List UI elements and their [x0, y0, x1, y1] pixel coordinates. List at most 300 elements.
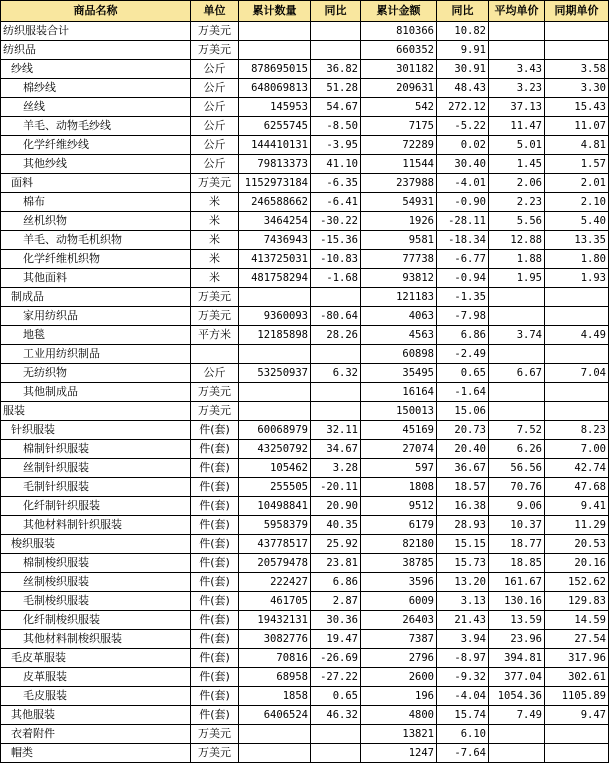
- cell-unit: 万美元: [191, 22, 239, 41]
- table-body: [1, 22, 609, 763]
- cell-quantity-yoy: 25.92: [311, 535, 361, 554]
- cell-cumulative-amount: 26403: [361, 611, 437, 630]
- cell-quantity-yoy: -6.41: [311, 193, 361, 212]
- cell-cumulative-quantity: 43250792: [239, 440, 311, 459]
- cell-prior-period-unit-price: 302.61: [545, 668, 609, 687]
- cell-average-unit-price: 6.67: [489, 364, 545, 383]
- cell-product-name: 家用纺织品: [1, 307, 191, 326]
- cell-amount-yoy: -0.94: [437, 269, 489, 288]
- cell-unit: 件(套): [191, 630, 239, 649]
- cell-average-unit-price: 11.47: [489, 117, 545, 136]
- cell-average-unit-price: 9.06: [489, 497, 545, 516]
- cell-unit: 公斤: [191, 79, 239, 98]
- table-row: [1, 41, 609, 60]
- cell-unit: 件(套): [191, 478, 239, 497]
- cell-quantity-yoy: 54.67: [311, 98, 361, 117]
- cell-amount-yoy: 30.91: [437, 60, 489, 79]
- cell-cumulative-quantity: [239, 345, 311, 364]
- cell-cumulative-quantity: 145953: [239, 98, 311, 117]
- cell-average-unit-price: 7.49: [489, 706, 545, 725]
- cell-prior-period-unit-price: 4.81: [545, 136, 609, 155]
- cell-cumulative-quantity: 1152973184: [239, 174, 311, 193]
- cell-amount-yoy: -6.77: [437, 250, 489, 269]
- cell-amount-yoy: 6.10: [437, 725, 489, 744]
- cell-cumulative-amount: 11544: [361, 155, 437, 174]
- cell-amount-yoy: 20.73: [437, 421, 489, 440]
- cell-cumulative-amount: 9581: [361, 231, 437, 250]
- cell-unit: 件(套): [191, 649, 239, 668]
- cell-average-unit-price: [489, 345, 545, 364]
- table-row: [1, 269, 609, 288]
- cell-quantity-yoy: 40.35: [311, 516, 361, 535]
- header-unit: 单位: [191, 1, 239, 22]
- cell-average-unit-price: 2.23: [489, 193, 545, 212]
- cell-cumulative-quantity: 3464254: [239, 212, 311, 231]
- cell-average-unit-price: [489, 41, 545, 60]
- cell-unit: 件(套): [191, 497, 239, 516]
- cell-amount-yoy: 16.38: [437, 497, 489, 516]
- cell-amount-yoy: -0.90: [437, 193, 489, 212]
- table-row: [1, 497, 609, 516]
- cell-product-name: 服装: [1, 402, 191, 421]
- cell-cumulative-amount: 35495: [361, 364, 437, 383]
- cell-unit: 件(套): [191, 687, 239, 706]
- table-row: [1, 440, 609, 459]
- cell-amount-yoy: 15.06: [437, 402, 489, 421]
- cell-cumulative-amount: 4063: [361, 307, 437, 326]
- cell-amount-yoy: 15.74: [437, 706, 489, 725]
- cell-average-unit-price: 7.52: [489, 421, 545, 440]
- table-row: [1, 592, 609, 611]
- cell-prior-period-unit-price: [545, 725, 609, 744]
- cell-amount-yoy: 21.43: [437, 611, 489, 630]
- table-row: [1, 60, 609, 79]
- cell-average-unit-price: [489, 383, 545, 402]
- cell-prior-period-unit-price: 152.62: [545, 573, 609, 592]
- cell-product-name: 化学纤维机织物: [1, 250, 191, 269]
- cell-cumulative-amount: 660352: [361, 41, 437, 60]
- cell-quantity-yoy: -26.69: [311, 649, 361, 668]
- cell-cumulative-amount: 209631: [361, 79, 437, 98]
- cell-quantity-yoy: -27.22: [311, 668, 361, 687]
- cell-cumulative-amount: 7175: [361, 117, 437, 136]
- cell-cumulative-amount: 301182: [361, 60, 437, 79]
- cell-cumulative-quantity: [239, 725, 311, 744]
- cell-amount-yoy: 272.12: [437, 98, 489, 117]
- cell-cumulative-quantity: 43778517: [239, 535, 311, 554]
- cell-cumulative-amount: 45169: [361, 421, 437, 440]
- cell-prior-period-unit-price: [545, 41, 609, 60]
- cell-average-unit-price: 3.23: [489, 79, 545, 98]
- cell-quantity-yoy: 46.32: [311, 706, 361, 725]
- cell-cumulative-quantity: 255505: [239, 478, 311, 497]
- cell-unit: 件(套): [191, 535, 239, 554]
- cell-amount-yoy: -1.64: [437, 383, 489, 402]
- cell-average-unit-price: [489, 725, 545, 744]
- cell-unit: 公斤: [191, 155, 239, 174]
- cell-quantity-yoy: 6.86: [311, 573, 361, 592]
- cell-prior-period-unit-price: 20.53: [545, 535, 609, 554]
- cell-cumulative-amount: 237988: [361, 174, 437, 193]
- cell-unit: 万美元: [191, 174, 239, 193]
- cell-quantity-yoy: 19.47: [311, 630, 361, 649]
- cell-average-unit-price: 3.43: [489, 60, 545, 79]
- cell-cumulative-amount: 60898: [361, 345, 437, 364]
- cell-amount-yoy: 13.20: [437, 573, 489, 592]
- cell-prior-period-unit-price: [545, 744, 609, 763]
- cell-cumulative-quantity: 20579478: [239, 554, 311, 573]
- cell-unit: 件(套): [191, 459, 239, 478]
- cell-unit: 米: [191, 269, 239, 288]
- table-row: [1, 516, 609, 535]
- cell-cumulative-amount: 54931: [361, 193, 437, 212]
- cell-average-unit-price: [489, 288, 545, 307]
- table-row: [1, 649, 609, 668]
- cell-quantity-yoy: 2.87: [311, 592, 361, 611]
- cell-prior-period-unit-price: 129.83: [545, 592, 609, 611]
- cell-unit: 件(套): [191, 611, 239, 630]
- cell-quantity-yoy: 20.90: [311, 497, 361, 516]
- cell-product-name: 毛皮革服装: [1, 649, 191, 668]
- cell-average-unit-price: 3.74: [489, 326, 545, 345]
- cell-prior-period-unit-price: 4.49: [545, 326, 609, 345]
- cell-prior-period-unit-price: 1.57: [545, 155, 609, 174]
- cell-unit: 平方米: [191, 326, 239, 345]
- cell-cumulative-amount: 6179: [361, 516, 437, 535]
- cell-quantity-yoy: 41.10: [311, 155, 361, 174]
- table-row: [1, 117, 609, 136]
- cell-cumulative-quantity: 878695015: [239, 60, 311, 79]
- cell-average-unit-price: 13.59: [489, 611, 545, 630]
- cell-amount-yoy: 28.93: [437, 516, 489, 535]
- cell-prior-period-unit-price: [545, 383, 609, 402]
- table-row: [1, 611, 609, 630]
- cell-cumulative-quantity: 70816: [239, 649, 311, 668]
- cell-product-name: 其他面料: [1, 269, 191, 288]
- cell-prior-period-unit-price: 2.01: [545, 174, 609, 193]
- cell-cumulative-quantity: [239, 383, 311, 402]
- cell-quantity-yoy: [311, 41, 361, 60]
- cell-prior-period-unit-price: 317.96: [545, 649, 609, 668]
- cell-product-name: 纺织品: [1, 41, 191, 60]
- cell-average-unit-price: 1.45: [489, 155, 545, 174]
- cell-unit: 件(套): [191, 668, 239, 687]
- cell-cumulative-quantity: 3082776: [239, 630, 311, 649]
- cell-product-name: 棉制梭织服装: [1, 554, 191, 573]
- cell-average-unit-price: [489, 402, 545, 421]
- table-row: [1, 345, 609, 364]
- table-row: [1, 421, 609, 440]
- cell-amount-yoy: 9.91: [437, 41, 489, 60]
- table-row: [1, 402, 609, 421]
- cell-unit: 万美元: [191, 725, 239, 744]
- cell-quantity-yoy: [311, 383, 361, 402]
- cell-cumulative-quantity: 481758294: [239, 269, 311, 288]
- cell-cumulative-quantity: [239, 22, 311, 41]
- cell-average-unit-price: 394.81: [489, 649, 545, 668]
- cell-quantity-yoy: 51.28: [311, 79, 361, 98]
- cell-prior-period-unit-price: [545, 307, 609, 326]
- cell-quantity-yoy: [311, 22, 361, 41]
- cell-unit: 公斤: [191, 117, 239, 136]
- cell-product-name: 丝制梭织服装: [1, 573, 191, 592]
- cell-unit: 公斤: [191, 364, 239, 383]
- cell-quantity-yoy: [311, 402, 361, 421]
- cell-average-unit-price: 12.88: [489, 231, 545, 250]
- cell-quantity-yoy: 34.67: [311, 440, 361, 459]
- cell-amount-yoy: 36.67: [437, 459, 489, 478]
- cell-product-name: 羊毛、动物毛纱线: [1, 117, 191, 136]
- cell-prior-period-unit-price: 11.29: [545, 516, 609, 535]
- table-row: [1, 744, 609, 763]
- cell-cumulative-quantity: 12185898: [239, 326, 311, 345]
- cell-cumulative-quantity: 105462: [239, 459, 311, 478]
- cell-product-name: 纺织服装合计: [1, 22, 191, 41]
- cell-quantity-yoy: 3.28: [311, 459, 361, 478]
- header-cumulative-quantity: 累计数量: [239, 1, 311, 22]
- cell-amount-yoy: -1.35: [437, 288, 489, 307]
- cell-product-name: 纱线: [1, 60, 191, 79]
- cell-cumulative-amount: 6009: [361, 592, 437, 611]
- cell-prior-period-unit-price: 42.74: [545, 459, 609, 478]
- cell-amount-yoy: 15.73: [437, 554, 489, 573]
- cell-unit: 件(套): [191, 421, 239, 440]
- cell-cumulative-amount: 38785: [361, 554, 437, 573]
- cell-average-unit-price: 5.01: [489, 136, 545, 155]
- cell-amount-yoy: -7.64: [437, 744, 489, 763]
- cell-cumulative-amount: 597: [361, 459, 437, 478]
- cell-cumulative-amount: 3596: [361, 573, 437, 592]
- cell-product-name: 羊毛、动物毛机织物: [1, 231, 191, 250]
- cell-quantity-yoy: -80.64: [311, 307, 361, 326]
- cell-unit: 米: [191, 231, 239, 250]
- cell-cumulative-amount: 810366: [361, 22, 437, 41]
- cell-product-name: 毛制针织服装: [1, 478, 191, 497]
- cell-cumulative-amount: 4800: [361, 706, 437, 725]
- table-row: [1, 687, 609, 706]
- cell-cumulative-quantity: [239, 288, 311, 307]
- cell-prior-period-unit-price: 7.00: [545, 440, 609, 459]
- table-row: [1, 22, 609, 41]
- table-row: [1, 307, 609, 326]
- cell-unit: 米: [191, 212, 239, 231]
- cell-cumulative-quantity: [239, 41, 311, 60]
- table-row: [1, 155, 609, 174]
- table-row: [1, 478, 609, 497]
- table-row: [1, 288, 609, 307]
- cell-prior-period-unit-price: 20.16: [545, 554, 609, 573]
- cell-average-unit-price: 161.67: [489, 573, 545, 592]
- table-row: [1, 174, 609, 193]
- cell-product-name: 毛制梭织服装: [1, 592, 191, 611]
- cell-quantity-yoy: -20.11: [311, 478, 361, 497]
- cell-amount-yoy: 6.86: [437, 326, 489, 345]
- cell-cumulative-quantity: 222427: [239, 573, 311, 592]
- cell-prior-period-unit-price: [545, 402, 609, 421]
- cell-cumulative-amount: 2796: [361, 649, 437, 668]
- cell-average-unit-price: 37.13: [489, 98, 545, 117]
- cell-average-unit-price: [489, 307, 545, 326]
- table-row: [1, 79, 609, 98]
- cell-amount-yoy: 18.57: [437, 478, 489, 497]
- cell-product-name: 化纤制针织服装: [1, 497, 191, 516]
- cell-unit: 件(套): [191, 440, 239, 459]
- cell-unit: 件(套): [191, 554, 239, 573]
- cell-prior-period-unit-price: 47.68: [545, 478, 609, 497]
- cell-cumulative-quantity: 6406524: [239, 706, 311, 725]
- cell-cumulative-quantity: 68958: [239, 668, 311, 687]
- header-cumulative-amount: 累计金额: [361, 1, 437, 22]
- cell-average-unit-price: 23.96: [489, 630, 545, 649]
- cell-cumulative-amount: 16164: [361, 383, 437, 402]
- header-row: [1, 1, 609, 22]
- cell-product-name: 针织服装: [1, 421, 191, 440]
- cell-average-unit-price: 1.88: [489, 250, 545, 269]
- cell-average-unit-price: 1.95: [489, 269, 545, 288]
- cell-quantity-yoy: [311, 744, 361, 763]
- cell-quantity-yoy: 36.82: [311, 60, 361, 79]
- cell-product-name: 棉制针织服装: [1, 440, 191, 459]
- cell-product-name: 棉纱线: [1, 79, 191, 98]
- cell-amount-yoy: 3.94: [437, 630, 489, 649]
- cell-quantity-yoy: -6.35: [311, 174, 361, 193]
- cell-cumulative-quantity: 246588662: [239, 193, 311, 212]
- cell-cumulative-amount: 2600: [361, 668, 437, 687]
- cell-cumulative-amount: 13821: [361, 725, 437, 744]
- cell-quantity-yoy: 32.11: [311, 421, 361, 440]
- cell-amount-yoy: 15.15: [437, 535, 489, 554]
- cell-average-unit-price: 6.26: [489, 440, 545, 459]
- table-row: [1, 725, 609, 744]
- cell-cumulative-amount: 72289: [361, 136, 437, 155]
- cell-prior-period-unit-price: 3.58: [545, 60, 609, 79]
- cell-prior-period-unit-price: 27.54: [545, 630, 609, 649]
- header-prior-period-unit-price: 同期单价: [545, 1, 609, 22]
- cell-prior-period-unit-price: [545, 22, 609, 41]
- cell-average-unit-price: 70.76: [489, 478, 545, 497]
- cell-quantity-yoy: -3.95: [311, 136, 361, 155]
- cell-prior-period-unit-price: 9.47: [545, 706, 609, 725]
- cell-cumulative-quantity: 144410131: [239, 136, 311, 155]
- cell-average-unit-price: [489, 744, 545, 763]
- cell-unit: 件(套): [191, 592, 239, 611]
- cell-average-unit-price: 18.85: [489, 554, 545, 573]
- cell-amount-yoy: 30.40: [437, 155, 489, 174]
- cell-cumulative-amount: 77738: [361, 250, 437, 269]
- cell-quantity-yoy: 23.81: [311, 554, 361, 573]
- cell-amount-yoy: 10.82: [437, 22, 489, 41]
- cell-prior-period-unit-price: 3.30: [545, 79, 609, 98]
- cell-quantity-yoy: 30.36: [311, 611, 361, 630]
- cell-unit: 公斤: [191, 60, 239, 79]
- table-row: [1, 706, 609, 725]
- cell-average-unit-price: 56.56: [489, 459, 545, 478]
- cell-amount-yoy: -2.49: [437, 345, 489, 364]
- cell-cumulative-amount: 196: [361, 687, 437, 706]
- table-row: [1, 326, 609, 345]
- cell-prior-period-unit-price: 2.10: [545, 193, 609, 212]
- cell-product-name: 丝线: [1, 98, 191, 117]
- cell-cumulative-quantity: 6255745: [239, 117, 311, 136]
- cell-prior-period-unit-price: 1.93: [545, 269, 609, 288]
- cell-product-name: 梭织服装: [1, 535, 191, 554]
- cell-cumulative-amount: 9512: [361, 497, 437, 516]
- table-row: [1, 136, 609, 155]
- cell-product-name: 其他纱线: [1, 155, 191, 174]
- cell-amount-yoy: -9.32: [437, 668, 489, 687]
- cell-prior-period-unit-price: 1105.89: [545, 687, 609, 706]
- table-row: [1, 250, 609, 269]
- header-amount-yoy: 同比: [437, 1, 489, 22]
- cell-quantity-yoy: [311, 725, 361, 744]
- table-row: [1, 459, 609, 478]
- cell-cumulative-quantity: [239, 744, 311, 763]
- cell-amount-yoy: -18.34: [437, 231, 489, 250]
- cell-unit: 万美元: [191, 383, 239, 402]
- cell-unit: 件(套): [191, 706, 239, 725]
- cell-quantity-yoy: -10.83: [311, 250, 361, 269]
- cell-cumulative-quantity: 9360093: [239, 307, 311, 326]
- cell-product-name: 衣着附件: [1, 725, 191, 744]
- cell-cumulative-amount: 82180: [361, 535, 437, 554]
- cell-cumulative-quantity: 19432131: [239, 611, 311, 630]
- cell-product-name: 工业用纺织制品: [1, 345, 191, 364]
- cell-average-unit-price: 1054.36: [489, 687, 545, 706]
- cell-product-name: 帽类: [1, 744, 191, 763]
- cell-average-unit-price: 10.37: [489, 516, 545, 535]
- cell-prior-period-unit-price: 15.43: [545, 98, 609, 117]
- table-row: [1, 231, 609, 250]
- cell-unit: 万美元: [191, 744, 239, 763]
- cell-quantity-yoy: -1.68: [311, 269, 361, 288]
- cell-quantity-yoy: -8.50: [311, 117, 361, 136]
- table-row: [1, 193, 609, 212]
- cell-cumulative-quantity: 413725031: [239, 250, 311, 269]
- cell-product-name: 毛皮服装: [1, 687, 191, 706]
- cell-cumulative-amount: 1247: [361, 744, 437, 763]
- cell-product-name: 其他制成品: [1, 383, 191, 402]
- cell-average-unit-price: 377.04: [489, 668, 545, 687]
- header-quantity-yoy: 同比: [311, 1, 361, 22]
- cell-cumulative-quantity: 60068979: [239, 421, 311, 440]
- cell-amount-yoy: -28.11: [437, 212, 489, 231]
- table-row: [1, 212, 609, 231]
- cell-cumulative-quantity: 461705: [239, 592, 311, 611]
- cell-product-name: 其他材料制梭织服装: [1, 630, 191, 649]
- cell-unit: 件(套): [191, 573, 239, 592]
- cell-product-name: 丝制针织服装: [1, 459, 191, 478]
- cell-prior-period-unit-price: 11.07: [545, 117, 609, 136]
- table-row: [1, 573, 609, 592]
- cell-amount-yoy: 20.40: [437, 440, 489, 459]
- cell-amount-yoy: -7.98: [437, 307, 489, 326]
- cell-cumulative-amount: 121183: [361, 288, 437, 307]
- cell-unit: 公斤: [191, 98, 239, 117]
- header-product-name: 商品名称: [1, 1, 191, 22]
- cell-cumulative-quantity: 5958379: [239, 516, 311, 535]
- cell-unit: 件(套): [191, 516, 239, 535]
- cell-unit: 万美元: [191, 41, 239, 60]
- cell-cumulative-quantity: 1858: [239, 687, 311, 706]
- cell-unit: 万美元: [191, 402, 239, 421]
- table-row: [1, 535, 609, 554]
- cell-product-name: 地毯: [1, 326, 191, 345]
- cell-quantity-yoy: -30.22: [311, 212, 361, 231]
- cell-unit: 万美元: [191, 307, 239, 326]
- cell-product-name: 制成品: [1, 288, 191, 307]
- cell-cumulative-quantity: 53250937: [239, 364, 311, 383]
- cell-amount-yoy: -5.22: [437, 117, 489, 136]
